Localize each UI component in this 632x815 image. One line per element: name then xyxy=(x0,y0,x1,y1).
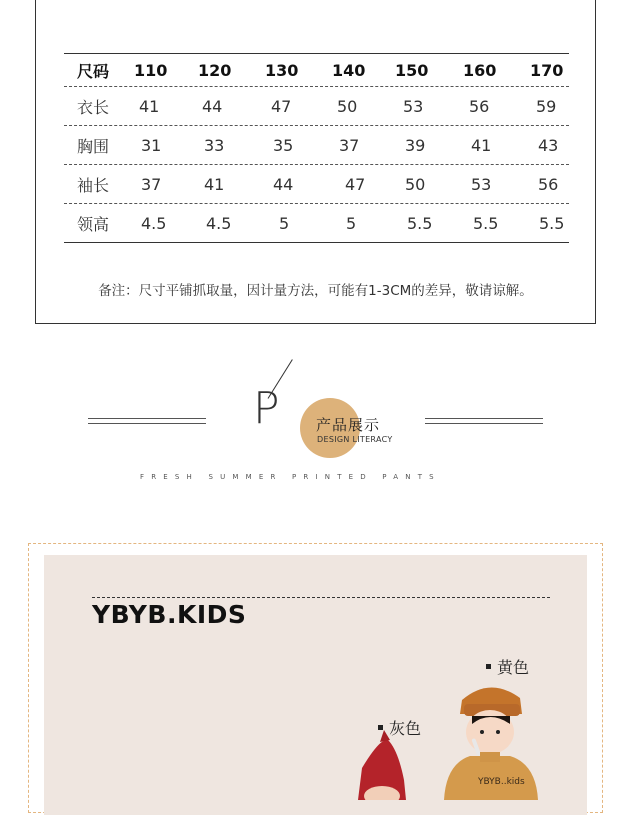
table-cell: 43 xyxy=(538,135,559,155)
table-row xyxy=(64,87,569,126)
table-cell: 35 xyxy=(273,135,294,155)
table-cell: 5.5 xyxy=(407,213,433,233)
table-cell: 53 xyxy=(403,96,424,116)
divider-line xyxy=(88,418,206,419)
table-cell: 50 xyxy=(337,96,358,116)
table-row xyxy=(64,126,569,165)
table-cell: 33 xyxy=(204,135,225,155)
svg-text:YBYB..kids: YBYB..kids xyxy=(478,777,525,787)
table-cell: 5 xyxy=(346,213,357,233)
table-cell: 44 xyxy=(202,96,223,116)
divider-line xyxy=(425,423,543,424)
table-cell: 47 xyxy=(345,174,366,194)
table-cell: 59 xyxy=(536,96,557,116)
row-label: 领高 xyxy=(76,214,109,234)
heading-letter: P xyxy=(253,383,280,434)
table-cell: 5 xyxy=(279,213,290,233)
header-cell: 160 xyxy=(463,60,497,80)
table-cell: 4.5 xyxy=(206,213,232,233)
heading-slash xyxy=(268,359,293,399)
table-cell: 41 xyxy=(139,96,160,116)
table-cell: 31 xyxy=(141,135,162,155)
section-title: 产品展示 xyxy=(316,416,381,434)
size-chart-box xyxy=(35,0,596,324)
table-header-row xyxy=(64,53,569,87)
row-label: 袖长 xyxy=(76,175,109,195)
child-orange-beanie xyxy=(444,687,538,800)
header-cell: 120 xyxy=(198,60,232,80)
header-cell: 140 xyxy=(332,60,366,80)
section-tagline: FRESH SUMMER PRINTED PANTS xyxy=(140,473,441,481)
header-cell: 110 xyxy=(134,60,168,80)
table-cell: 37 xyxy=(339,135,360,155)
brand-name: YBYB.KIDS xyxy=(92,600,247,629)
section-subtitle: DESIGN LITERACY xyxy=(317,435,393,444)
table-row xyxy=(64,165,569,204)
row-label: 胸围 xyxy=(76,136,109,156)
table-cell: 41 xyxy=(204,174,225,194)
table-cell: 41 xyxy=(471,135,492,155)
table-cell: 56 xyxy=(469,96,490,116)
kids-photo xyxy=(340,680,580,800)
table-cell: 39 xyxy=(405,135,426,155)
divider-line xyxy=(425,418,543,419)
panel-divider xyxy=(92,597,550,598)
table-cell: 5.5 xyxy=(473,213,499,233)
row-label: 衣长 xyxy=(76,97,109,117)
table-row xyxy=(64,204,569,243)
header-cell: 尺码 xyxy=(76,61,109,81)
bullet-icon xyxy=(486,664,491,669)
color-label: 黄色 xyxy=(497,658,530,677)
table-cell: 37 xyxy=(141,174,162,194)
header-cell: 170 xyxy=(530,60,564,80)
table-cell: 53 xyxy=(471,174,492,194)
size-note: 备注：尺寸平铺抓取量，因计量方法，可能有1-3CM的差异，敬请谅解。 xyxy=(98,283,533,299)
table-cell: 5.5 xyxy=(539,213,565,233)
header-cell: 130 xyxy=(265,60,299,80)
color-tag-yellow xyxy=(486,655,529,678)
table-cell: 50 xyxy=(405,174,426,194)
table-cell: 56 xyxy=(538,174,559,194)
table-cell: 4.5 xyxy=(141,213,167,233)
divider-line xyxy=(88,423,206,424)
table-cell: 47 xyxy=(271,96,292,116)
header-cell: 150 xyxy=(395,60,429,80)
color-label: 灰色 xyxy=(389,719,422,738)
child-red-hat xyxy=(358,730,406,800)
table-cell: 44 xyxy=(273,174,294,194)
size-table xyxy=(64,53,569,243)
